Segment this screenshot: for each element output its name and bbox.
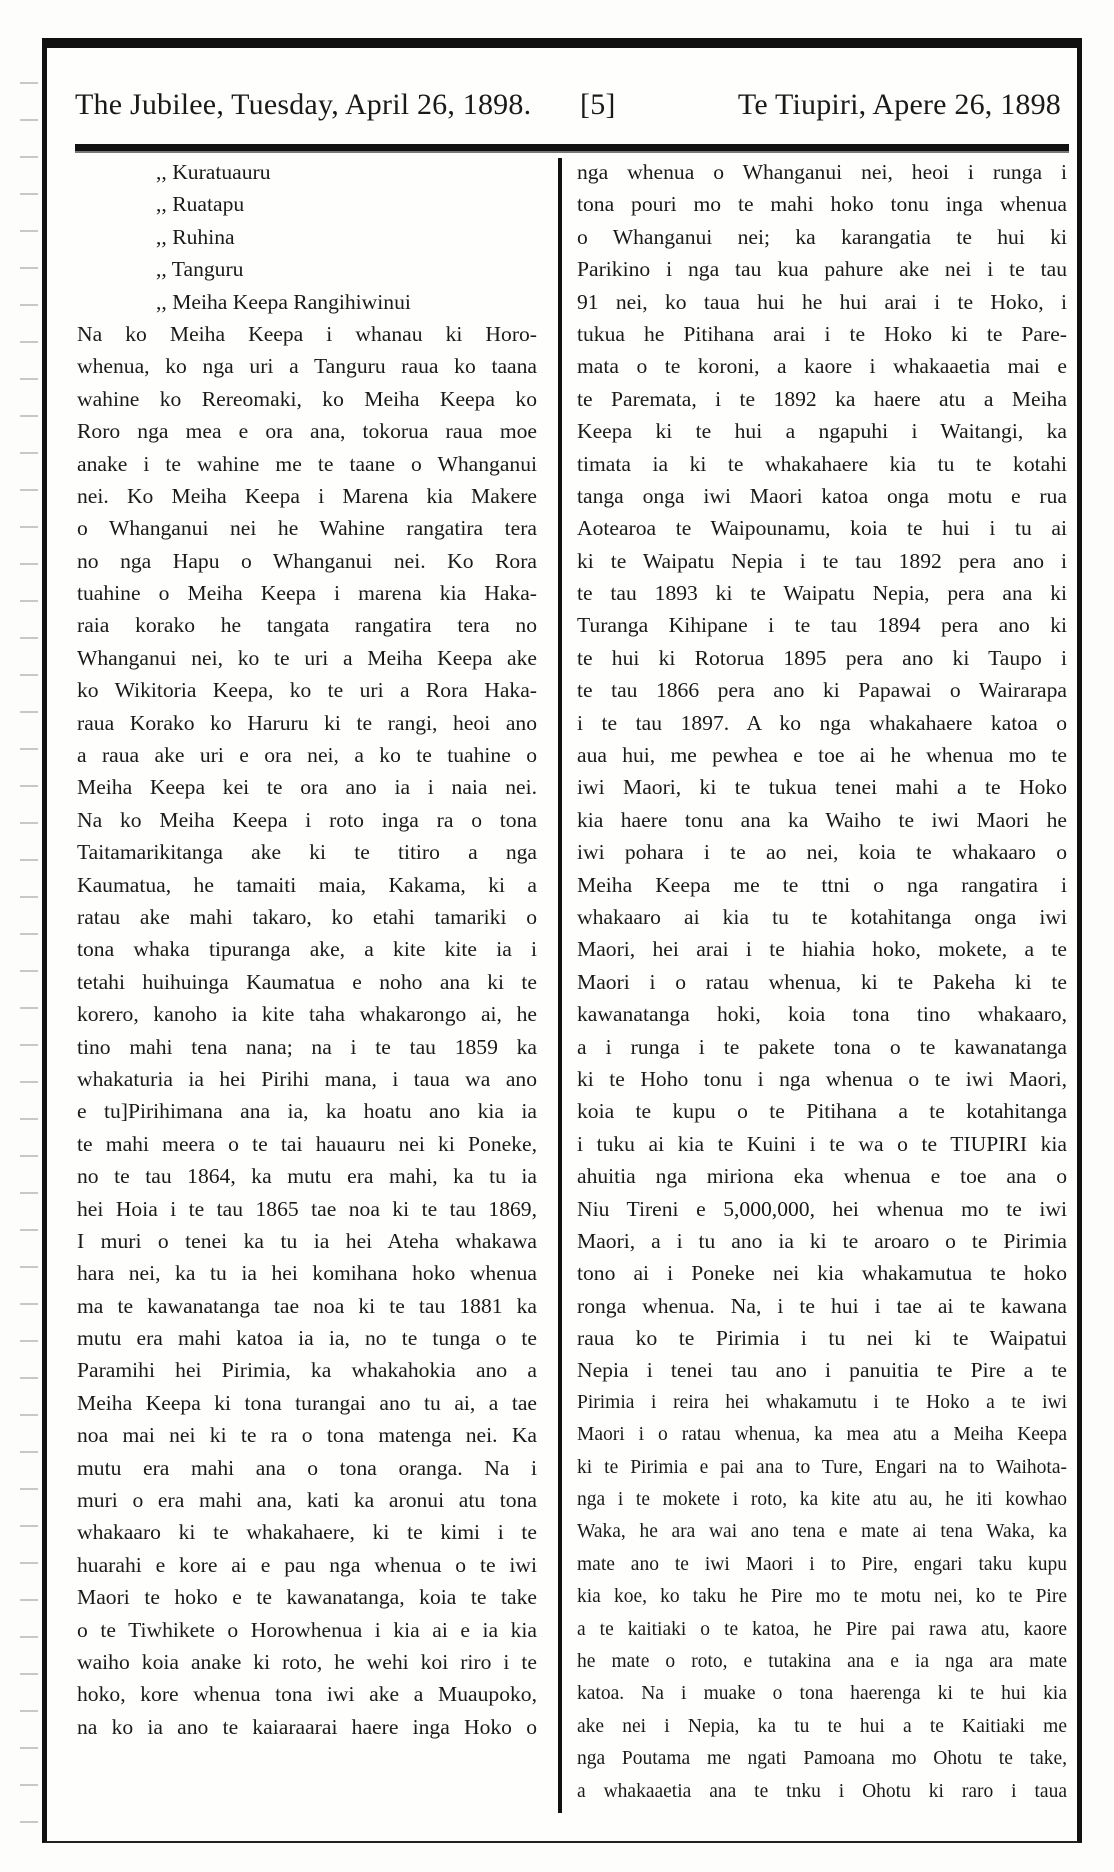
text-line: I muri o tenei ka tu ia hei Ateha whakawa (77, 1228, 537, 1253)
text-line: e tu]Pirihimana ana ia, ka hoatu ano kia ia (77, 1099, 537, 1124)
text-line: aua hui, me pewhea e toe ai he whenua mo te (577, 743, 1067, 768)
text-line: Aotearoa te Waipounamu, koia te hui i tu ai (577, 516, 1067, 541)
text-line: te tau 1866 pera ano ki Papawai o Wairarapa (577, 678, 1067, 703)
text-line: ma te kawanatanga tae noa ki te tau 1881 ka (77, 1293, 537, 1318)
text-line: te tau 1893 ki te Waipatu Nepia, pera ana ki (577, 581, 1067, 606)
text-line: Nepia i tenei tau ano i panuitia te Pire a te (577, 1358, 1067, 1383)
text-line: whakaaro ki te whakahaere, ki te kimi i te (77, 1520, 537, 1545)
text-line: Keepa ki te hui a ngapuhi i Waitangi, ka (577, 419, 1067, 444)
text-line: tanga onga iwi Maori katoa onga motu e rua (577, 483, 1067, 508)
text-line: te mahi meera o te tai hauauru nei ki Poneke, (77, 1131, 537, 1156)
text-line: kia haere tonu ana ka Waiho te iwi Maori he (577, 807, 1067, 832)
text-line: korero, kanoho ia kite taha whakarongo ai, he (77, 1002, 537, 1027)
text-line: i te tau 1897. A ko nga whakahaere katoa o (577, 710, 1067, 735)
text-line: hoko, kore whenua tona iwi ake a Muaupoko, (77, 1682, 537, 1707)
text-line: tuahine o Meiha Keepa i marena kia Haka- (77, 581, 537, 606)
text-line: a raua ake uri e ora nei, a ko te tuahine o (77, 743, 537, 768)
text-line: ,, Meiha Keepa Rangihiwinui (156, 289, 411, 314)
text-line: katoa. Na i muake o tona haerenga ki te hui kia (577, 1683, 1067, 1705)
text-line: mutu era mahi ana o tona oranga. Na i (77, 1455, 537, 1480)
text-line: Maori, hei arai i te hiahia hoko, mokete, a te (577, 937, 1067, 962)
text-line: tino mahi tena nana; na i te tau 1859 ka (77, 1034, 537, 1059)
text-line: wahine ko Rereomaki, ko Meiha Keepa ko (77, 386, 537, 411)
text-line: ahuitia nga miriona eka whenua e toe ana o (577, 1164, 1067, 1189)
text-line: Taitamarikitanga ake ki te titiro a nga (77, 840, 537, 865)
text-line: raua Korako ko Haruru ki te rangi, heoi ano (77, 710, 537, 735)
text-line: ratau ake mahi takaro, ko etahi tamariki o (77, 904, 537, 929)
text-line: ,, Kuratuauru (156, 160, 271, 184)
text-line: Paramihi hei Pirimia, ka whakahokia ano a (77, 1358, 537, 1383)
text-line: ,, Ruatapu (156, 192, 245, 217)
text-line: whakaaro ai kia tu te kotahitanga onga iwi (577, 904, 1067, 929)
text-line: nei. Ko Meiha Keepa i Marena kia Makere (77, 483, 537, 508)
text-line: timata ia ki te whakahaere kia tu te kotahi (577, 451, 1067, 476)
text-line: Maori i o ratau whenua, ki te Pakeha ki te (577, 969, 1067, 994)
text-line: mata o te koroni, a kaore i whakaaetia mai e (577, 354, 1067, 379)
text-line: kawanatanga hoki, koia tona tino whakaaro, (577, 1002, 1067, 1027)
text-line: no nga Hapu o Whanganui nei. Ko Rora (77, 548, 537, 573)
text-line: ki te Pirimia e pai ana to Ture, Engari na to Waihota- (577, 1456, 1067, 1478)
text-line: noa mai nei ki te ra o tona matenga nei. Ka (77, 1423, 537, 1448)
text-line: Na ko Meiha Keepa i whanau ki Horo- (77, 321, 537, 346)
text-line: i tuku ai kia te Kuini i te wa o te TIUPIRI kia (577, 1131, 1067, 1156)
text-line: koia te kupu o te Pitihana a te kotahitanga (577, 1099, 1067, 1124)
text-line: nga whenua o Whanganui nei, heoi i runga i (577, 160, 1067, 184)
text-line: kia koe, ko taku he Pire mo te motu nei, ko te Pire (577, 1586, 1067, 1608)
left-column (77, 156, 537, 1816)
text-line: Waka, he ara wai ano tena e mate ai tena Waka, ka (577, 1521, 1067, 1543)
text-line: Parikino i nga tau kua pahure ake nei i te tau (577, 257, 1067, 282)
text-line: tetahi huihuinga Kaumatua e noho ana ki te (77, 969, 537, 994)
text-line: Turanga Kihipane i te tau 1894 pera ano ki (577, 613, 1067, 638)
text-line: Na ko Meiha Keepa i roto inga ra o tona (77, 807, 537, 832)
text-line: na ko ia ano te kaiaraarai haere inga Hoko o (77, 1714, 537, 1739)
header-left: The Jubilee, Tuesday, April 26, 1898. (75, 88, 532, 121)
text-line: te Paremata, i te 1892 ka haere atu a Meiha (577, 386, 1067, 411)
header-rule (75, 144, 1069, 153)
text-line: tono ai i Poneke nei kia whakamutua te hoko (577, 1261, 1067, 1286)
column-divider (558, 158, 562, 1813)
text-line: ,, Ruhina (156, 224, 235, 249)
text-line: nga i te mokete i roto, ka kite atu au, he iti kowhao (577, 1489, 1067, 1511)
text-line: iwi pohara i te ao nei, koia te whakaaro o (577, 840, 1067, 865)
scan-edge-marks (20, 60, 38, 1840)
text-line: ,, Tanguru (156, 257, 244, 282)
text-line: Maori i o ratau whenua, ka mea atu a Meiha Keepa (577, 1424, 1067, 1446)
header-right: Te Tiupiri, Apere 26, 1898 (737, 88, 1061, 121)
text-line: iwi Maori, ki te tukua tenei mahi a te Hoko (577, 775, 1067, 800)
text-line: anake i te wahine me te taane o Whanganui (77, 451, 537, 476)
text-line: Kaumatua, he tamaiti maia, Kakama, ki a (77, 872, 537, 897)
text-line: Roro nga mea e ora ana, tokorua raua moe (77, 419, 537, 444)
text-line: hei Hoia i te tau 1865 tae noa ki te tau 1869, (77, 1196, 537, 1221)
text-line: raia korako he tangata rangatira tera no (77, 613, 537, 638)
text-line: ronga whenua. Na, i te hui i tae ai te kawana (577, 1293, 1067, 1318)
text-line: tukua he Pitihana arai i te Hoko ki te Pare- (577, 321, 1067, 346)
text-line: ake nei i Nepia, ka tu te hui a te Kaitiaki me (577, 1715, 1067, 1737)
page-number: [5] (580, 88, 616, 121)
text-line: huarahi e kore ai e pau nga whenua o te iwi (77, 1552, 537, 1577)
text-line: a i runga i te pakete tona o te kawanatanga (577, 1034, 1067, 1059)
text-line: Meiha Keepa kei te ora ano ia i naia nei. (77, 775, 537, 800)
text-line: o Whanganui nei; ka karangatia te hui ki (577, 224, 1067, 249)
text-line: Meiha Keepa me te ttni o nga rangatira i (577, 872, 1067, 897)
text-line: Whanganui nei, ko te uri a Meiha Keepa ake (77, 645, 537, 670)
text-line: o Whanganui nei he Wahine rangatira tera (77, 516, 537, 541)
text-line: 91 nei, ko taua hui he hui arai i te Hoko, i (577, 289, 1067, 314)
text-line: mate ano te iwi Maori i to Pire, engari taku kupu (577, 1553, 1067, 1575)
right-column (577, 156, 1067, 1816)
text-line: Maori te hoko e te kawanatanga, koia te take (77, 1585, 537, 1610)
text-line: Pirimia i reira hei whakamutu i te Hoko a te iwi (577, 1391, 1067, 1413)
text-line: Maori, a i tu ano ia ki te aroaro o te Pirimia (577, 1228, 1067, 1253)
text-line: nga Poutama me ngati Pamoana mo Ohotu te take, (577, 1748, 1067, 1770)
newspaper-page (42, 38, 1082, 1843)
text-line: he mate o roto, e tutakina ana e ia nga ara mate (577, 1650, 1067, 1672)
text-line: Meiha Keepa ki tona turangai ano tu ai, a tae (77, 1390, 537, 1415)
text-line: waiho koia anake ki roto, he wehi koi riro i te (77, 1649, 537, 1674)
text-line: no te tau 1864, ka mutu era mahi, ka tu ia (77, 1164, 537, 1189)
text-line: Niu Tireni e 5,000,000, hei whenua mo te iwi (577, 1196, 1067, 1221)
text-line: a te kaitiaki o te katoa, he Pire pai rawa atu, kaore (577, 1618, 1067, 1640)
text-line: mutu era mahi katoa ia ia, no te tunga o te (77, 1326, 537, 1351)
text-line: a whakaaetia ana te tnku i Ohotu ki raro i taua (577, 1780, 1067, 1802)
text-line: ko Wikitoria Keepa, ko te uri a Rora Haka- (77, 678, 537, 703)
text-line: muri o era mahi ana, kati ka aronui atu tona (77, 1488, 537, 1513)
text-line: ki te Hoho tonu i nga whenua o te iwi Maori, (577, 1066, 1067, 1091)
text-line: whenua, ko nga uri a Tanguru raua ko taana (77, 354, 537, 379)
text-line: tona whaka tipuranga ake, a kite kite ia i (77, 937, 537, 962)
text-line: te hui ki Rotorua 1895 pera ano ki Taupo i (577, 645, 1067, 670)
text-line: whakaturia ia hei Pirihi mana, i taua wa ano (77, 1066, 537, 1091)
text-line: ki te Waipatu Nepia i te tau 1892 pera ano i (577, 548, 1067, 573)
page-header (75, 78, 1061, 128)
text-line: o te Tiwhikete o Horowhenua i kia ai e ia kia (77, 1617, 537, 1642)
text-line: tona pouri mo te mahi hoko tonu inga whenua (577, 192, 1067, 217)
text-line: raua ko te Pirimia i tu nei ki te Waipatui (577, 1326, 1067, 1351)
text-line: hara nei, ka tu ia hei komihana hoko whenua (77, 1261, 537, 1286)
